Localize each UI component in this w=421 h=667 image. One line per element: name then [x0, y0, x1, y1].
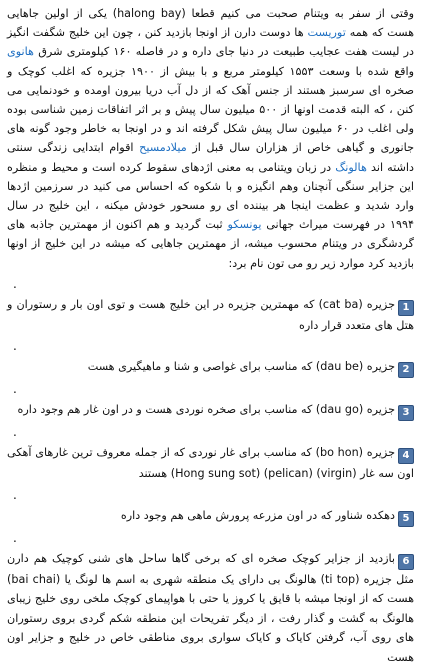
list-item	[7, 443, 414, 484]
item-text: که مناسب برای غار نوردی که از جمله معروف ترین غارهای آهکی اون سه غار (virgin) (pelican) (Hong sung sot) هستند	[7, 446, 414, 481]
bullet-dot: .	[13, 276, 17, 291]
link-unesco[interactable]: یونسکو	[227, 218, 262, 232]
list-item	[7, 506, 414, 527]
list-item	[7, 549, 414, 667]
bullet-dot: .	[13, 425, 17, 440]
link-halong[interactable]: هالونگ	[335, 160, 367, 174]
bullet-dot: .	[13, 530, 17, 545]
item-en: (cat ba)	[318, 297, 363, 311]
item-text: دهکده شناور که در اون مزرعه پرورش ماهی هم وجود داره	[120, 508, 395, 522]
item-text: جزیره	[363, 446, 396, 460]
item-en: (ti top)	[320, 572, 360, 586]
list-item	[7, 357, 414, 378]
bullet-dot: .	[13, 487, 17, 502]
number-badge-icon: 3	[398, 405, 414, 421]
intro-text: ثبت گردید و هم اکنون از مهمترین جاذبه های گردشگری در ویتنام محسوب میشه، از مهمترین جاهایی که میشه در این خلیج از اونها بازدید کرد موارد زیر رو می تون نام برد:	[7, 218, 414, 270]
item-text: جزیره	[363, 360, 395, 374]
item-text: که مناسب برای صخره نوردی هست و در اون غار هم وجود داره	[17, 403, 316, 417]
item-en: (bo hon)	[315, 446, 364, 460]
link-tourist[interactable]: توریست	[307, 26, 346, 40]
number-badge-icon: 1	[398, 300, 414, 316]
intro-text: در زبان ویتنامی به معنی اژدهای سقوط کرده است و محیط و منظره این جزایر سنگی آنچنان وهم انگیزه و با شکوه که احساس می کنید در سرزمین اژدها وارد شدید و عظمت اینجا هر بیننده ای رو مسحور خودش میکنه ، این خلیج در سال ۱۹۹۴ در فهرست میراث جهانی	[7, 160, 414, 232]
intro-text: ها دوست دارن از اونجا بازدید کنن ، چون این خلیج شگفت انگیز در لیست هفت عجایب طبیعت در دنیا جای داره و در فاصله ۱۶۰ کیلومتری شرق	[7, 26, 414, 59]
item-text: که مناسب برای غواصی و شنا و ماهیگیری هست	[87, 360, 316, 374]
item-text: جزیره	[362, 297, 395, 311]
item-text: جزیره	[363, 403, 395, 417]
list-item	[7, 295, 414, 336]
item-en: (dau be)	[315, 360, 364, 374]
number-badge-icon: 2	[398, 362, 414, 378]
item-text: هالونگ بی دارای یک منطقه شهری به اسم ها لونگ یا (bai chai) هست که از اونجا میشه با قایق یا کروز یا حتی با هواپیمای کوچک ملخی روی خلیج زیبای هالونگ به گشت و گذار رفت ، از دیگر تفریحات این منطقه شکم گردی بروی رستوران های روی آب، گرفتن کایاک و کایاک سواری بروی مناطقی خاص در خلیج و جزایر اون هست	[7, 572, 414, 664]
item-text: که مهمترین جزیره در این خلیج هست و توی اون بار و رستوران و هتل های متعدد قرار داره	[7, 297, 414, 332]
intro-text: واقع شده با وسعت ۱۵۵۳ کیلومتر مربع و با بیش از ۱۹۰۰ جزیره که اغلب کوچک و صخره ای سرسبز هستند از جنس آهک که از دل آب دریا بیرون اومده و خودنمایی می کنن ، که البته قدمت اونها از ۵۰۰ میلیون سال پیش و بر اثر اتفاقات زمین شناسی بوده ولی اغلب در ۶۰ میلیون سال پیش شکل گرفته اند و در اونجا به خاطر وجود گونه های جانوری و گیاهی خاص از هزاران سال قبل از	[7, 64, 415, 155]
number-badge-icon: 5	[398, 511, 414, 527]
intro-paragraph	[7, 4, 414, 273]
intro-text: وقتی از سفر به ویتنام صحبت می کنیم قطعا	[185, 7, 414, 20]
link-hanoi[interactable]: هانوی	[7, 45, 34, 59]
bullet-dot: .	[13, 339, 17, 354]
item-en: (dau go)	[315, 403, 364, 417]
item-text: بازدید از جزایر کوچک صخره ای که برخی گاها ساحل های شنی کوچیک هم دارن مثل جزیره	[7, 551, 415, 586]
number-badge-icon: 6	[398, 554, 414, 570]
intro-text: اقوام ابتدایی زندگی سنتی داشته اند	[7, 141, 415, 174]
number-badge-icon: 4	[398, 448, 414, 464]
halong-bay-en: (halong bay)	[112, 7, 186, 20]
list-item	[7, 400, 414, 421]
bullet-dot: .	[13, 382, 17, 397]
link-christ[interactable]: میلادمسیح	[139, 141, 187, 155]
intro-text: یکی از اولین جاهایی هست که همه	[7, 7, 414, 40]
